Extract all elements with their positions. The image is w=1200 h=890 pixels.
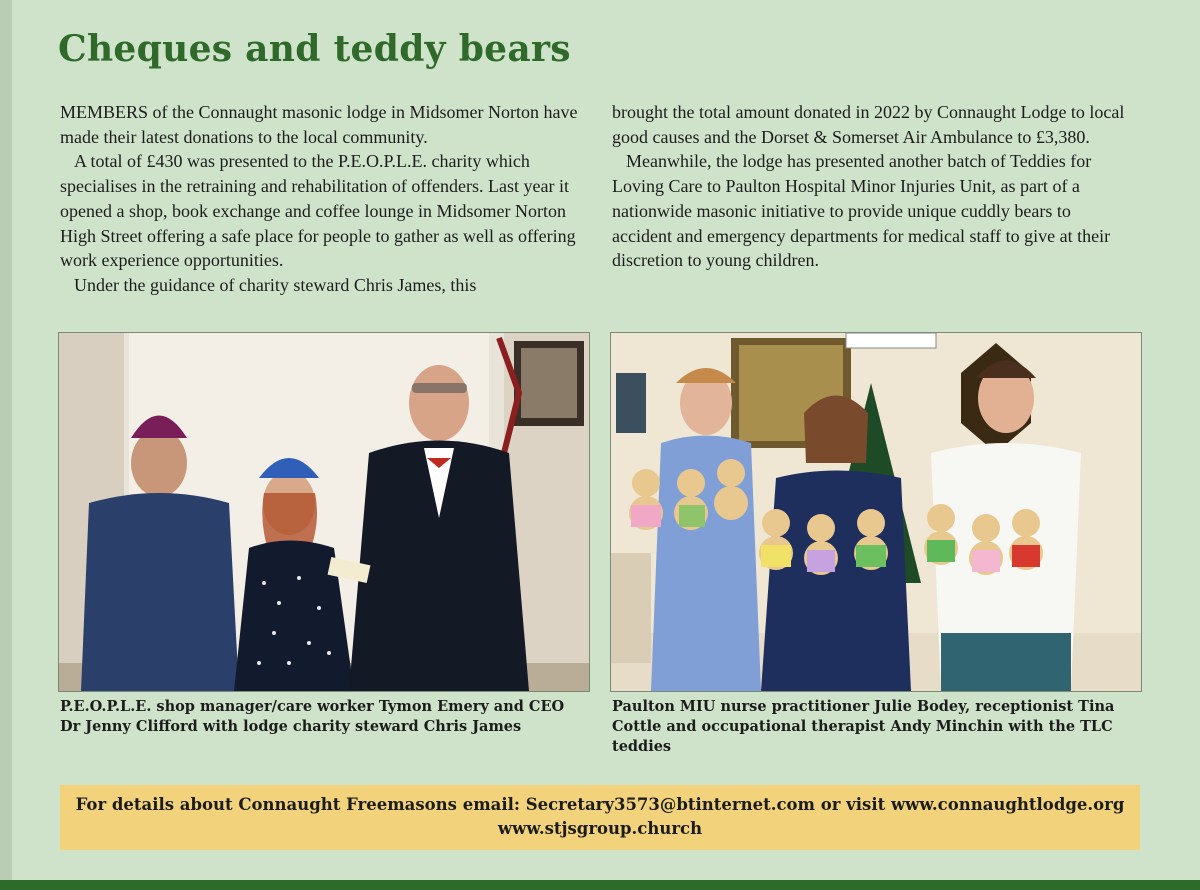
photo-teddy-bears xyxy=(610,332,1142,692)
contact-info-box xyxy=(60,785,1140,850)
page-bottom-strip xyxy=(0,880,1200,890)
contact-info-line-2: www.stjsgroup.church xyxy=(497,819,703,838)
article-paragraph-4: Meanwhile, the lodge has presented another batch of Teddies for Loving Care to Paulton Hospital Minor Injuries Unit, as part of a nationwide masonic initiative to provide unique cuddly bears to accident and emergency departments for medical staff to give at their discretion to young children. xyxy=(612,151,1111,271)
photo-teddy-bears-image xyxy=(611,333,1141,691)
article-column-right xyxy=(612,100,1132,273)
photo-caption-right: Paulton MIU nurse practitioner Julie Bodey, receptionist Tina Cottle and occupational therapist Andy Minchin with the TLC teddies xyxy=(612,698,1115,755)
article-paragraph-3-start: Under the guidance of charity steward Chris James, this xyxy=(74,274,477,295)
photo-cheque-presentation xyxy=(58,332,590,692)
article-paragraph-3-continued: brought the total amount donated in 2022 by Connaught Lodge to local good causes and the Dorset & Somerset Air Ambulance to £3,380. xyxy=(612,102,1125,147)
article-headline: Cheques and teddy bears xyxy=(58,28,571,70)
article-column-left xyxy=(60,100,580,298)
page-fold-edge xyxy=(0,0,12,890)
article-paragraph-1: MEMBERS of the Connaught masonic lodge in Midsomer Norton have made their latest donations to the local community. xyxy=(60,102,578,147)
photo-caption-left: P.E.O.P.L.E. shop manager/care worker Tymon Emery and CEO Dr Jenny Clifford with lodge charity steward Chris James xyxy=(60,698,565,735)
article-paragraph-2: A total of £430 was presented to the P.E.O.P.L.E. charity which specialises in the retraining and rehabilitation of offenders. Last year it opened a shop, book exchange and coffee lounge in Midsomer Norton High Street offering a safe place for people to gather as well as offering work experience opportunities. xyxy=(60,151,576,271)
contact-info-line-1: For details about Connaught Freemasons email: Secretary3573@btinternet.com or visit www.connaughtlodge.org xyxy=(75,795,1125,814)
photo-cheque-presentation-image xyxy=(59,333,589,691)
